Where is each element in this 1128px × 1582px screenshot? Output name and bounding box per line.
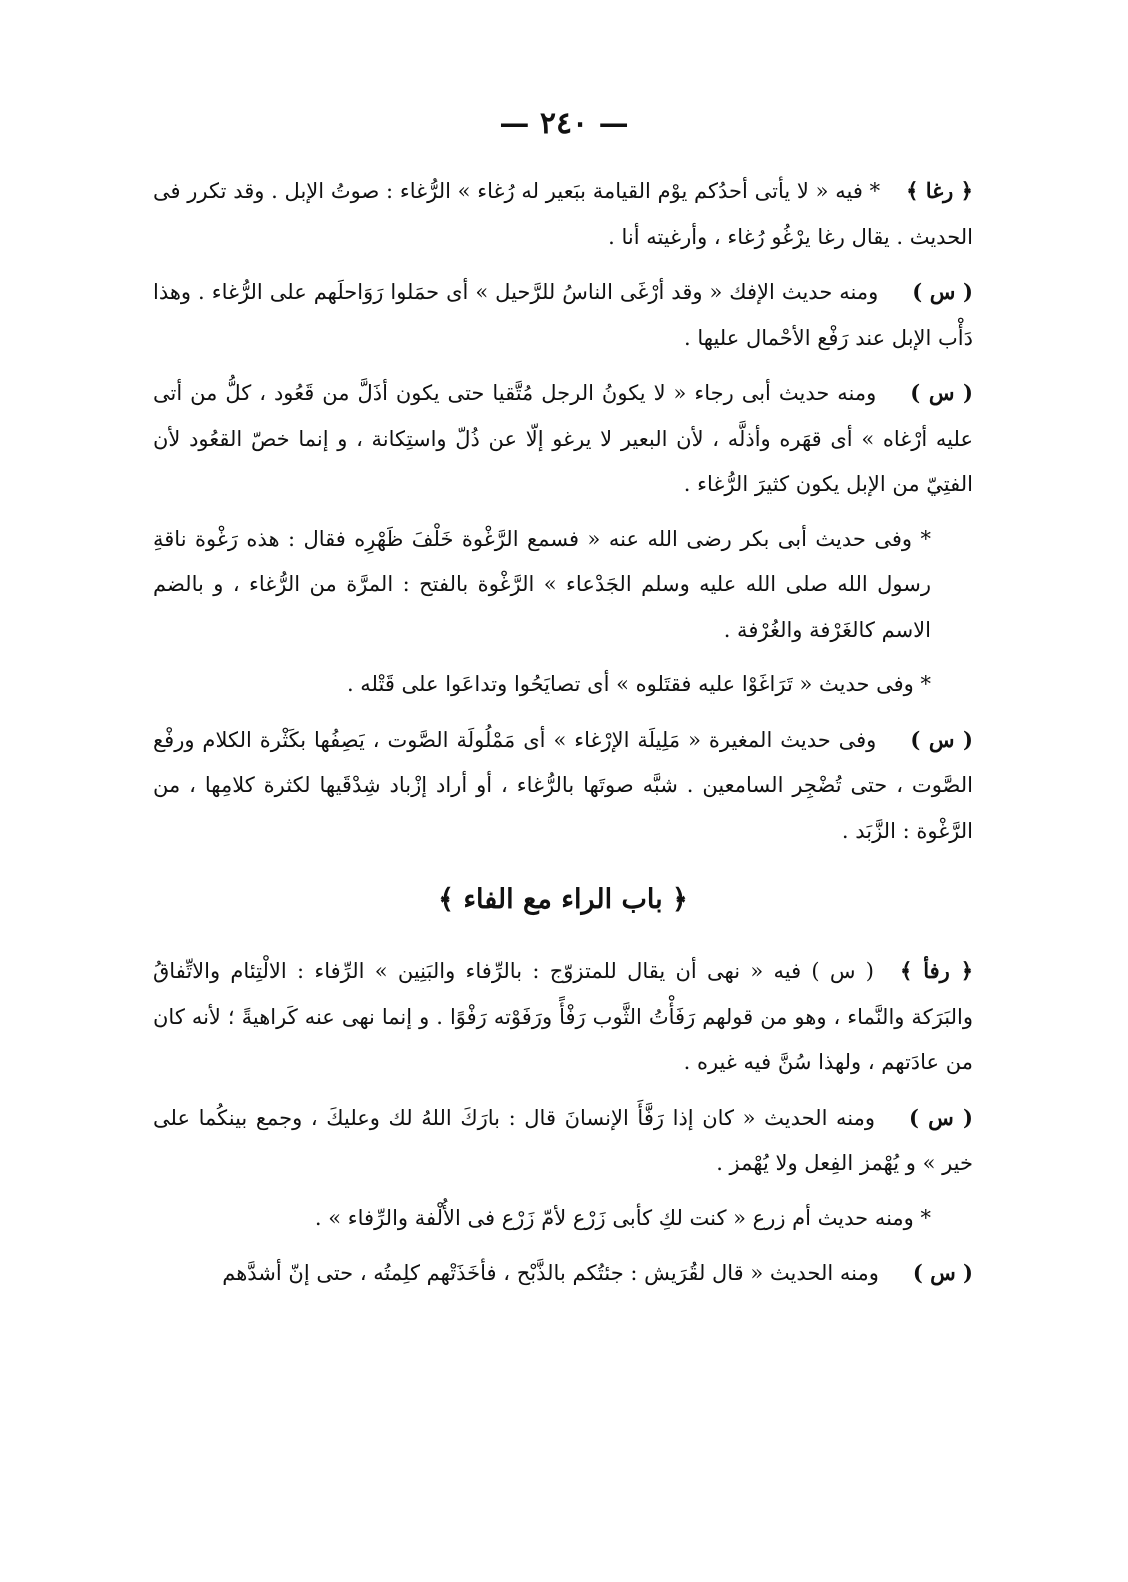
paragraph-text: ومنه حديث أبى رجاء « لا يكونُ الرجل مُتَّقيا حتى يكون أذَلَّ من قَعُود ، كلُّ من أتى عليه أرْغاه » أى قهَره وأذلَّه ، لأن البعير لا يرغو إلّا عن ذُلّ واستِكانة ، و إنما خصّ القعُود لأن الفتِيّ من الإبل يكون كثيرَ الرُّغاء . xyxy=(153,381,973,496)
entry-paragraph xyxy=(153,1095,973,1187)
paragraph-text: * ومنه حديث أم زرع « كنت لكِ كأبى زَرْع لأمّ زَرْع فى الأُلْفة والرِّفاء » . xyxy=(314,1205,931,1230)
entry-paragraph xyxy=(153,1196,973,1242)
paragraph-text: * وفى حديث « تَرَاغَوْا عليه فقتَلوه » أى تصايَحُوا وتداعَوا على قَتْله . xyxy=(346,672,931,696)
entry-paragraph xyxy=(153,370,973,508)
source-marker: ( س ) xyxy=(910,726,973,752)
paragraph-text: ومنه الحديث « كان إذا رَفَّأَ الإنسانَ قال : بارَكَ اللهُ لك وعليكَ ، وجمع بينكُما على خير » و يُهْمز الفِعل ولا يُهْمز . xyxy=(153,1105,973,1175)
source-marker: ( س ) xyxy=(912,1260,973,1285)
paragraph-text: ومنه الحديث « قال لقُرَيش : جئتُكم بالذَّبْح ، فأخَذَتْهم كلِمتُه ، حتى إنّ أشدَّهم xyxy=(222,1261,879,1285)
body-text xyxy=(153,168,973,1306)
paragraph-text: وفى حديث المغيرة « مَلِيلَة الإرْغاء » أى مَمْلُولَة الصَّوت ، يَصِفُها بكَثْرة الكلام ورفْع الصَّوت ، حتى تُضْجِر السامعين . شبَّه صوتَها بالرُّغاء ، أو أراد إزْباد شِدْقَيها لكثرة كلامِها ، من الرَّغْوة : الزَّبَد . xyxy=(153,727,973,843)
headword-marker: ﴿ رفأ ﴾ xyxy=(899,958,974,983)
entry-paragraph xyxy=(153,662,973,708)
paragraph-text: ومنه حديث الإفك « وقد أرْغَى الناسُ للرَّحيل » أى حمَلوا رَوَاحلَهم على الرُّغاء . وهذا دَأْب الإبل عند رَفْع الأحْمال عليها . xyxy=(153,280,973,350)
source-marker: ( س ) xyxy=(910,380,973,405)
entry-paragraph xyxy=(153,269,973,361)
paragraph-text: ( س ) فيه « نهى أن يقال للمتزوّج : بالرِّفاء والبَنِين » الرِّفاء : الالْتِئام والاتِّفاقُ والبَرَكة والنَّماء ، وهو من قولهم رَفَأْتُ الثَّوب رَفْأً ورَفَوْته رَفْوًا . و إنما نهى عنه كَراهيةً ؛ لأنه كان من عادَتهم ، ولهذا سُنَّ فيه غيره . xyxy=(153,959,973,1074)
entry-paragraph xyxy=(153,168,973,260)
paragraph-text: * وفى حديث أبى بكر رضى الله عنه « فسمع الرَّغْوة خَلْفَ ظَهْرِه فقال : هذه رَغْوة ناقةِ رسول الله صلى الله عليه وسلم الجَدْعاء » الرَّغْوة بالفتح : المرَّة من الرُّغاء ، و بالضم الاسم كالغَرْفة والغُرْفة . xyxy=(153,526,931,642)
source-marker: ( س ) xyxy=(912,279,973,304)
source-marker: ( س ) xyxy=(909,1104,973,1130)
entry-paragraph xyxy=(153,948,973,1086)
entry-paragraph xyxy=(153,1250,973,1297)
paragraph-text: * فيه « لا يأتى أحدُكم يوْم القيامة ببَعير له رُغاء » الرُّغاء : صوتُ الإبل . وقد تكرر فى الحديث . يقال رغا يرْغُو رُغاء ، وأرغيته أنا . xyxy=(153,179,973,249)
page-number: — ٢٤٠ — xyxy=(499,106,629,141)
entry-paragraph xyxy=(153,717,973,855)
entry-paragraph xyxy=(153,517,973,654)
section-heading: ﴿ باب الراء مع الفاء ﴾ xyxy=(438,884,688,915)
headword-marker: ﴿ رغا ﴾ xyxy=(906,178,973,203)
